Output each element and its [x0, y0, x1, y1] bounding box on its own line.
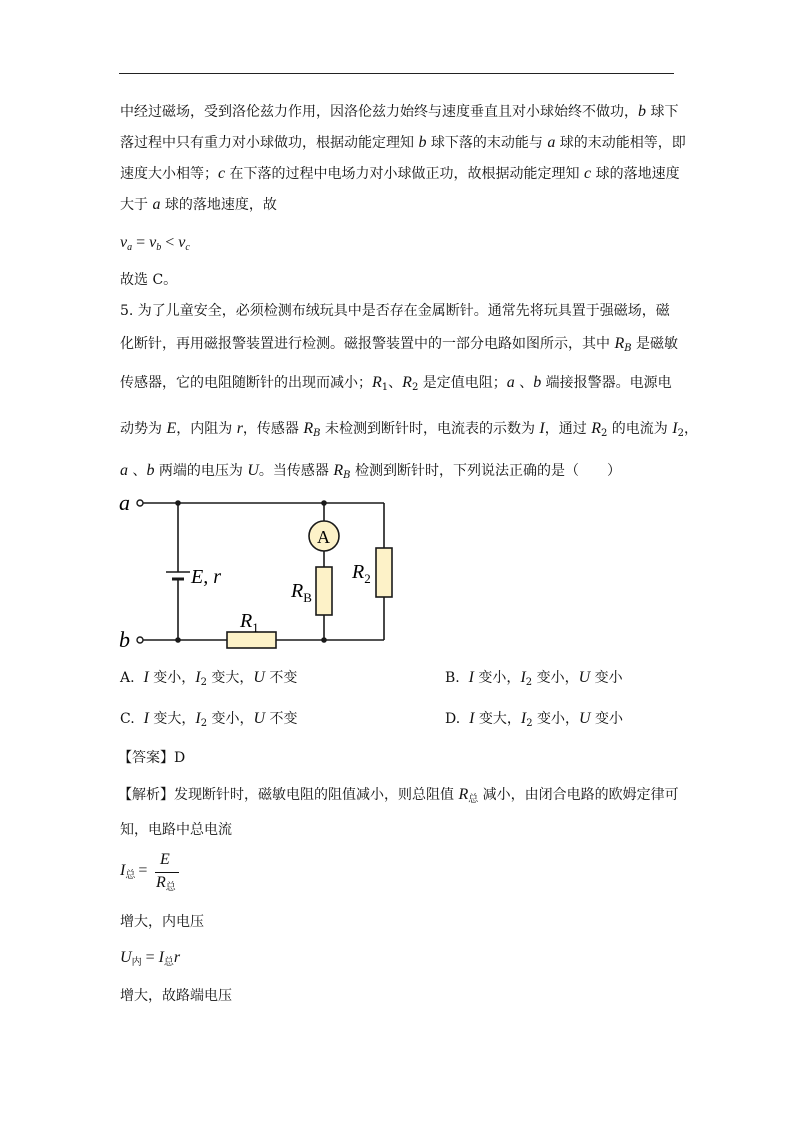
resistor-r2 — [376, 548, 392, 597]
analysis-line: 增大，内电压 — [120, 914, 204, 930]
fraction-denominator: $R_总$ — [156, 874, 176, 893]
terminal-a-label: a — [119, 490, 130, 515]
formula-internal-voltage: $U_内 = I_总r$ — [120, 949, 181, 968]
ammeter-label: A — [317, 527, 330, 547]
analysis-line: 知，电路中总电流 — [120, 822, 232, 838]
r1-label: $R_1$ — [240, 610, 259, 635]
text-line: 中经过磁场，受到洛伦兹力作用，因洛伦兹力始终与速度垂直且对小球始终不做功，b 球下 — [120, 103, 679, 120]
junction-dot — [321, 637, 327, 643]
question-line: 动势为 E，内阻为 r，传感器 $R_B$ 未检测到断针时，电流表的示数为 I，通过 $R_2$ 的电流为 $I_2$， — [120, 420, 698, 439]
option-b[interactable]: B. I 变小，$I_2$ 变小，U 变小 — [445, 669, 623, 688]
source-label: E, r — [191, 566, 221, 588]
resistor-rb — [316, 567, 332, 615]
question-line: 5. 为了儿童安全，必须检测布绒玩具中是否存在金属断针。通常先将玩具置于强磁场，磁 — [120, 303, 670, 319]
fraction-numerator: E — [160, 851, 170, 868]
analysis-line: 【解析】发现断针时，磁敏电阻的阻值减小，则总阻值 $R_总$ 减小，由闭合电路的欧姆定律可 — [118, 786, 679, 805]
text-line: 落过程中只有重力对小球做功，根据动能定理知 b 球下落的末动能与 a 球的末动能相等，即 — [120, 134, 686, 151]
answer-line: 【答案】D — [118, 750, 186, 766]
junction-dot — [175, 500, 181, 506]
battery-symbol — [166, 572, 190, 579]
junction-dot — [321, 500, 327, 506]
terminal-b — [137, 637, 143, 643]
option-c[interactable]: C. I 变大，$I_2$ 变小，U 不变 — [120, 710, 298, 729]
analysis-line: 增大，故路端电压 — [120, 988, 232, 1004]
option-d[interactable]: D. I 变大，$I_2$ 变小，U 变小 — [445, 710, 624, 729]
question-line: 传感器，它的电阻随断针的出现而减小；$R_1$、$R_2$ 是定值电阻；a 、b 端接报警器。电源电 — [120, 374, 672, 393]
conclusion-text: 故选 C。 — [120, 272, 178, 288]
formula-total-current: $I_总$ = — [120, 862, 148, 881]
text-line: 速度大小相等；c 在下落的过程中电场力对小球做正功，故根据动能定理知 c 球的落地速度 — [120, 165, 680, 182]
text-line: 大于 a 球的落地速度，故 — [120, 196, 277, 213]
junction-dot — [175, 637, 181, 643]
terminal-b-label: b — [119, 627, 130, 652]
option-a[interactable]: A. I 变小，$I_2$ 变大，U 不变 — [120, 669, 298, 688]
r2-label: $R_2$ — [352, 561, 371, 586]
equation-velocity: $v_a = v_b < v_c$ — [120, 234, 190, 253]
question-line: a 、b 两端的电压为 U。当传感器 $R_B$ 检测到断针时，下列说法正确的是（ ） — [120, 462, 621, 481]
fraction-bar — [155, 872, 179, 873]
terminal-a — [137, 500, 143, 506]
question-line: 化断针，再用磁报警装置进行检测。磁报警装置中的一部分电路如图所示，其中 $R_B$ 是磁敏 — [120, 335, 679, 354]
rb-label: $R_B$ — [291, 580, 312, 605]
